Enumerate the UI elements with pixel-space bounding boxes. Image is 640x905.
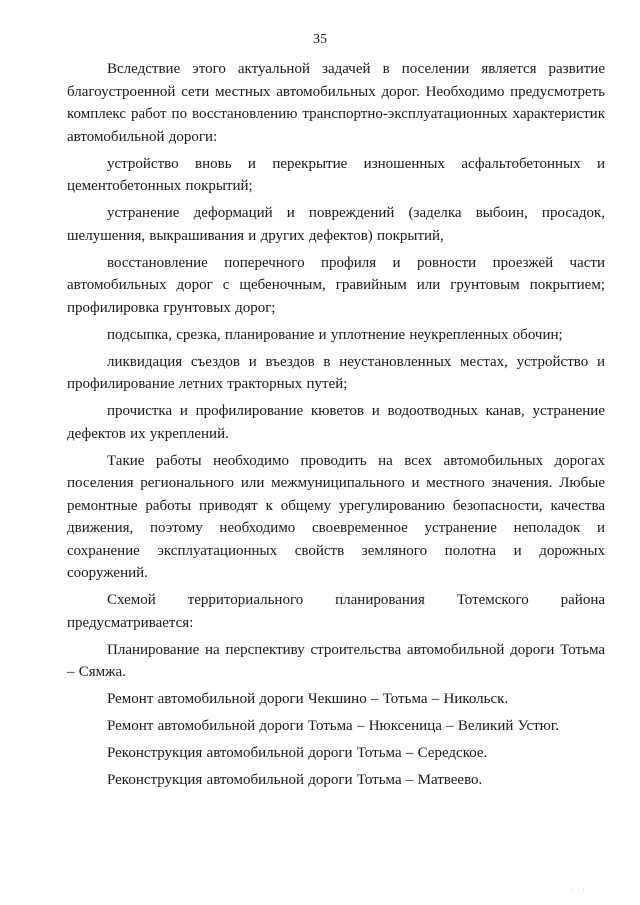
footer-mark: · · <box>571 885 588 894</box>
paragraph-reconstruction-matveevo: Реконструкция автомобильной дороги Тотьма – Матвеево. <box>107 772 483 788</box>
paragraph-intro: Вследствие этого актуальной задачей в поселении является развитие благоустроенной сети местных автомобильных дорог. Необходимо предусмотреть комплекс работ по восстановлению транспортно-эксплуатационных характеристик автомобильной дороги: <box>67 61 605 145</box>
paragraph-item-exits: ликвидация съездов и въездов в неустановленных местах, устройство и профилирование летних тракторных путей; <box>67 353 605 392</box>
paragraph-item-pavement: устройство вновь и перекрытие изношенных асфальтобетонных и цементобетонных покрытий; <box>67 155 605 194</box>
paragraph-item-deformations: устранение деформаций и повреждений (заделка выбоин, просадок, шелушения, выкрашивания и других дефектов) покрытий, <box>67 205 605 244</box>
document-body <box>67 58 605 796</box>
paragraph-item-shoulders: подсыпка, срезка, планирование и уплотнение неукрепленных обочин; <box>107 326 563 343</box>
paragraph-planning-scheme: Схемой территориального планирования Тотемского района предусматривается: <box>67 592 605 631</box>
page-number: 35 <box>313 32 327 47</box>
paragraph-repair-works: Такие работы необходимо проводить на всех автомобильных дорогах поселения регионального или межмуниципального и местного значения. Любые ремонтные работы приводят к общему урегулированию безопасности, качества движения, поэтому необходимо своевременное устранение неполадок и сохранение эксплуатационных свойств земляного полотна и дорожных сооружений. <box>67 452 605 581</box>
paragraph-item-profile: восстановление поперечного профиля и ровности проезжей части автомобильных дорог с щебеночным, гравийным или грунтовым покрытием; профилировка грунтовых дорог; <box>67 254 605 316</box>
paragraph-repair-nyuksenitsa: Ремонт автомобильной дороги Тотьма – Нюксеница – Великий Устюг. <box>107 718 560 734</box>
paragraph-reconstruction-seredskoe: Реконструкция автомобильной дороги Тотьма – Середское. <box>107 745 488 761</box>
paragraph-plan-totma-syamzha: Планирование на перспективу строительства автомобильной дороги Тотьма – Сямжа. <box>67 641 605 680</box>
paragraph-repair-chekshino: Ремонт автомобильной дороги Чекшино – Тотьма – Никольск. <box>107 691 509 707</box>
paragraph-item-ditches: прочистка и профилирование кюветов и водоотводных канав, устранение дефектов их укреплений. <box>67 403 605 442</box>
